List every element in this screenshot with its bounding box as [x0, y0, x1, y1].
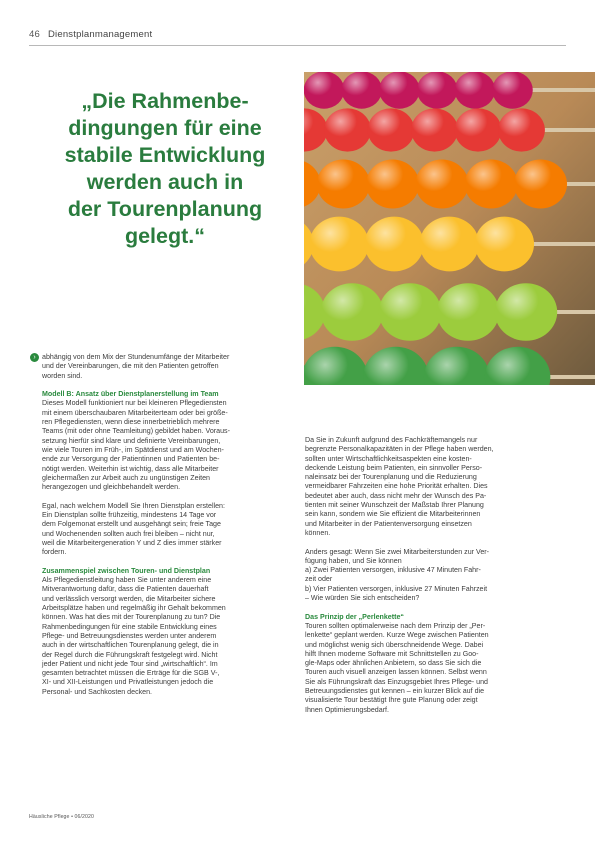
chevron-right-icon: › [30, 353, 39, 362]
bead-highlight [411, 108, 458, 151]
bead-highlight [455, 108, 502, 151]
section-title: Dienstplanmanagement [47, 28, 153, 40]
left-column [42, 353, 288, 706]
bead-highlight [309, 217, 368, 272]
header-divider [29, 45, 566, 46]
paragraph-beispiel: Anders gesagt: Wenn Sie zwei Mitarbeiterstunden zur Ver- fügung haben, und Sie können a) Zwei Patienten versorgen, inklusive 47 Minuten Fahr- zeit oder b) Vier Patienten versorgen, inklusive 27 Minuten Fahrzeit – Wie würden Sie sich entscheiden? [305, 547, 490, 603]
heading-perlenkette: Das Prinzip der „Perlenkette“ [305, 612, 404, 621]
bead-highlight [379, 72, 420, 109]
paragraph-zusammenspiel: Als Pflegedienstleitung haben Sie unter anderem eine Mitverantwortung dafür, dass die Patienten dauerhaft und verlässlich versorgt werden, die Mitarbeiter sichere Arbeitsplätze haben und regelmäßig ihr Gehalt bekommen können. Was hat dies mit der Tourenplanung zu tun? Die Rahmenbedingungen für eine stabile Entwicklung eines Pflege- und Betreuungsdienstes werden unter anderem auch in der wirtschaftlichen Tourenplanung gelegt, die in der Regel durch die Führungskraft festgelegt wird. Nicht jeder Patient und nicht jede Tour sind „wirtschaftlich“. Im gesamten betrachtet müssen die Erträge für die SGB V-, XI- und XII-Leistungen und Privatleistungen jedoch die Personal- und Sachkosten decken. [42, 576, 226, 696]
bead-highlight [366, 160, 419, 209]
bead-highlight [417, 72, 458, 109]
bead-highlight [368, 108, 415, 151]
footer: Häusliche Pflege • 06/2020 [29, 814, 94, 820]
abacus-photo [304, 72, 595, 385]
bead-highlight [317, 160, 370, 209]
paragraph-model-b: Dieses Modell funktioniert nur bei kleineren Pflegediensten mit einem überschaubaren Mitarbeiterteam oder bei größe- ren Pflegediensten, wenn diese innerbetrieblich mehrere Teams (mit oder ohne Teamleitung) gebildet haben. Voraus- setzung hierfür sind klare und definierte Vereinbarungen, wie viele Touren im Früh-, im Spätdienst und am Wochen- ende zur Versorgung der Patientinnen und Patienten be- nötigt werden. Weiterhin ist wichtig, dass alle Mitarbeiter gleichermaßen zur Arbeit auch zu ungünstigen Zeiten herangezogen und gleichbehandelt werden. [42, 399, 230, 492]
bead-highlight [304, 72, 344, 109]
bead-highlight [498, 108, 545, 151]
bead-highlight [492, 72, 533, 109]
paragraph-perlenkette: Touren sollten optimalerweise nach dem Prinzip der „Per- lenkette“ geplant werden. Kurze Wege zwischen Patienten und möglichst wenig sich überschneidende Wege. Dabei hilft Ihnen moderne Software mit Schnittstellen zu Goo- gle-Maps oder ähnlichen Anbietern, so dass Sie sich die Touren auch visuell anzeigen lassen können. Selbst wenn Sie als Führungskraft das Einzugsgebiet Ihres Pflege- und Betreuungsdienstes gut kennen – ein kurzer Blick auf die visualisierte Tour bestätigt Ihre gute Planung oder zeigt Ihnen Optimierungsbedarf. [305, 621, 489, 714]
heading-model-b: Modell B: Ansatz über Dienstplanerstellung im Team [42, 390, 219, 399]
bead-highlight [475, 217, 534, 272]
bead-highlight [321, 283, 383, 341]
paragraph-fachkraeftemangel: Da Sie in Zukunft aufgrund des Fachkräftemangels nur begrenzte Personalkapazitäten in der Pflege haben werden, sollten unter Wirtschaftlichkeitsaspekten eine kosten- deckende Leistung beim Patienten, ein sinnvoller Perso- naleinsatz bei der Tourenplanung und die Reduzierung vermeidbarer Fahrzeiten eine hohe Priorität erhalten. Dies bedeutet aber auch, dass nicht mehr der Wunsch des Pa- tienten mit seiner Wunschzeit der Maßstab Ihrer Planung sein kann, sondern wie Sie effizient die Mitarbeiterinnen und Mitarbeiter in der Patientenversorgung einsetzen können. [305, 436, 494, 537]
bead-highlight [455, 72, 496, 109]
bead-highlight [514, 160, 567, 209]
running-header [29, 27, 152, 41]
heading-zusammenspiel: Zusammenspiel zwischen Touren- und Dienstplan [42, 566, 211, 575]
bead-highlight [379, 283, 441, 341]
bead-highlight [324, 108, 371, 151]
bead-highlight [415, 160, 468, 209]
intro-paragraph: abhängig von dem Mix der Stundenumfänge der Mitarbeiter und der Vereinbarungen, die mit den Patienten getroffen worden sind. [42, 353, 230, 380]
right-column [305, 436, 554, 724]
bead-highlight [465, 160, 518, 209]
bead-highlight [365, 217, 424, 272]
bead-highlight [420, 217, 479, 272]
bead-highlight [495, 283, 557, 341]
bead-highlight [437, 283, 499, 341]
pull-quote: „Die Rahmenbe- dingungen für eine stabile Entwicklung werden auch in der Tourenplanung gelegt.“ [64, 89, 266, 248]
page-number: 46 [29, 28, 40, 40]
bead-highlight [341, 72, 382, 109]
paragraph-dienstplan: Egal, nach welchem Modell Sie Ihren Dienstplan erstellen: Ein Dienstplan sollte frühzeitig, mindestens 14 Tage vor dem Folgemonat erstellt und ausgehängt sein; freie Tage und Wochenenden sollten auch frei bleiben – nicht nur, weil die Mitarbeitergeneration Y und Z dies immer stärker fordern. [42, 501, 225, 557]
